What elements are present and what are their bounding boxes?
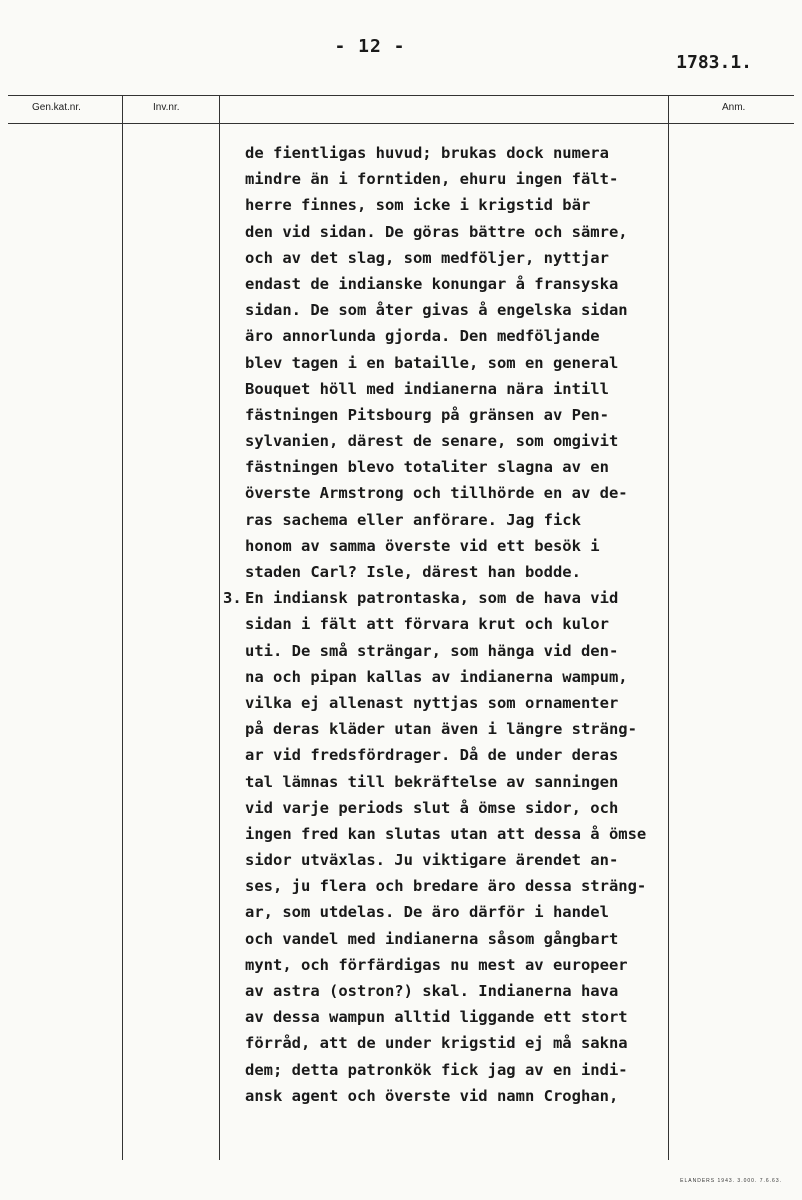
printer-note: ELANDERS 1943. 3.000. 7.6.63. <box>680 1178 782 1184</box>
line-text: sidan. De som åter givas å engelska sidan <box>245 301 628 320</box>
line-text: uti. De små strängar, som hänga vid den- <box>245 641 619 660</box>
text-line <box>245 376 690 402</box>
text-line <box>245 795 690 821</box>
text-line <box>245 323 690 349</box>
page-number: - 12 - <box>334 36 406 57</box>
line-text: En indiansk patrontaska, som de hava vid <box>245 589 619 608</box>
text-line <box>245 219 690 245</box>
column-divider-2 <box>219 95 220 1160</box>
text-line <box>245 1004 690 1030</box>
text-line <box>245 899 690 925</box>
line-text: sylvanien, därest de senare, som omgivit <box>245 432 619 451</box>
line-text: och av det slag, som medföljer, nyttjar <box>245 248 609 267</box>
line-text: fästningen Pitsbourg på gränsen av Pen- <box>245 405 609 424</box>
line-text: förråd, att de under krigstid ej må sakna <box>245 1034 628 1053</box>
text-line <box>245 716 690 742</box>
text-line <box>245 1083 690 1109</box>
text-line <box>245 350 690 376</box>
item-marker: 3. <box>223 589 242 608</box>
line-text: av dessa wampun alltid liggande ett stort <box>245 1008 628 1027</box>
line-text: de fientligas huvud; brukas dock numera <box>245 144 609 162</box>
body-text <box>223 140 690 1109</box>
line-text: herre finnes, som icke i krigstid bär <box>245 196 591 215</box>
text-line <box>245 140 690 166</box>
line-text: staden Carl? Isle, därest han bodde. <box>245 563 581 581</box>
line-text: tal lämnas till bekräftelse av sanningen <box>245 772 619 791</box>
col-header-anm: Anm. <box>722 102 746 113</box>
text-line <box>245 428 690 454</box>
text-line <box>245 166 690 192</box>
text-line <box>245 611 690 637</box>
text-line <box>245 847 690 873</box>
line-text: överste Armstrong och tillhörde en av de- <box>245 484 628 503</box>
line-text: sidan i fält att förvara krut och kulor <box>245 615 609 634</box>
text-line <box>245 664 690 690</box>
header-bottom-rule <box>8 123 794 124</box>
text-line <box>245 769 690 795</box>
line-text: ansk agent och överste vid namn Croghan, <box>245 1086 619 1105</box>
text-line <box>245 821 690 847</box>
line-text: vid varje periods slut å ömse sidor, och <box>245 798 619 817</box>
text-line <box>245 952 690 978</box>
line-text: na och pipan kallas av indianerna wampum, <box>245 667 628 686</box>
text-line <box>245 559 690 585</box>
document-number: 1783.1. <box>676 52 752 73</box>
line-text: mindre än i forntiden, ehuru ingen fält- <box>245 170 619 189</box>
text-line <box>245 192 690 218</box>
text-line <box>245 454 690 480</box>
text-line <box>245 402 690 428</box>
line-text: ras sachema eller anförare. Jag fick <box>245 510 581 529</box>
line-text: endast de indianske konungar å fransyska <box>245 274 619 293</box>
text-line <box>245 926 690 952</box>
text-line <box>245 533 690 559</box>
text-line <box>223 585 690 611</box>
line-text: ses, ju flera och bredare äro dessa sträng- <box>245 877 647 896</box>
col-header-inv: Inv.nr. <box>153 102 180 113</box>
line-text: dem; detta patronkök fick jag av en indi- <box>245 1060 628 1079</box>
text-line <box>245 690 690 716</box>
text-line <box>245 245 690 271</box>
line-text: av astra (ostron?) skal. Indianerna hava <box>245 982 619 1000</box>
line-text: äro annorlunda gjorda. Den medföljande <box>245 327 600 346</box>
column-divider-1 <box>122 95 123 1160</box>
line-text: ar, som utdelas. De äro därför i handel <box>245 903 609 922</box>
text-line <box>245 742 690 768</box>
text-line <box>245 1057 690 1083</box>
line-text: blev tagen i en bataille, som en general <box>245 353 619 372</box>
text-line <box>245 638 690 664</box>
line-text: vilka ej allenast nyttjas som ornamenter <box>245 693 619 712</box>
text-line <box>245 507 690 533</box>
col-header-gen-kat: Gen.kat.nr. <box>32 102 81 113</box>
line-text: och vandel med indianerna såsom gångbart <box>245 929 619 948</box>
text-line <box>245 873 690 899</box>
line-text: den vid sidan. De göras bättre och sämre, <box>245 222 628 241</box>
line-text: ingen fred kan slutas utan att dessa å ömse <box>245 824 647 843</box>
line-text: Bouquet höll med indianerna nära intill <box>245 379 609 398</box>
line-text: mynt, och förfärdigas nu mest av europeer <box>245 955 628 974</box>
text-line <box>245 1030 690 1056</box>
header-top-rule <box>8 95 794 96</box>
line-text: honom av samma överste vid ett besök i <box>245 536 600 555</box>
text-line <box>245 271 690 297</box>
text-line <box>245 297 690 323</box>
text-line <box>245 480 690 506</box>
line-text: fästningen blevo totaliter slagna av en <box>245 458 609 477</box>
text-line <box>245 978 690 1004</box>
line-text: ar vid fredsfördrager. Då de under deras <box>245 746 619 765</box>
line-text: sidor utväxlas. Ju viktigare ärendet an- <box>245 851 619 870</box>
line-text: på deras kläder utan även i längre sträng- <box>245 720 637 739</box>
